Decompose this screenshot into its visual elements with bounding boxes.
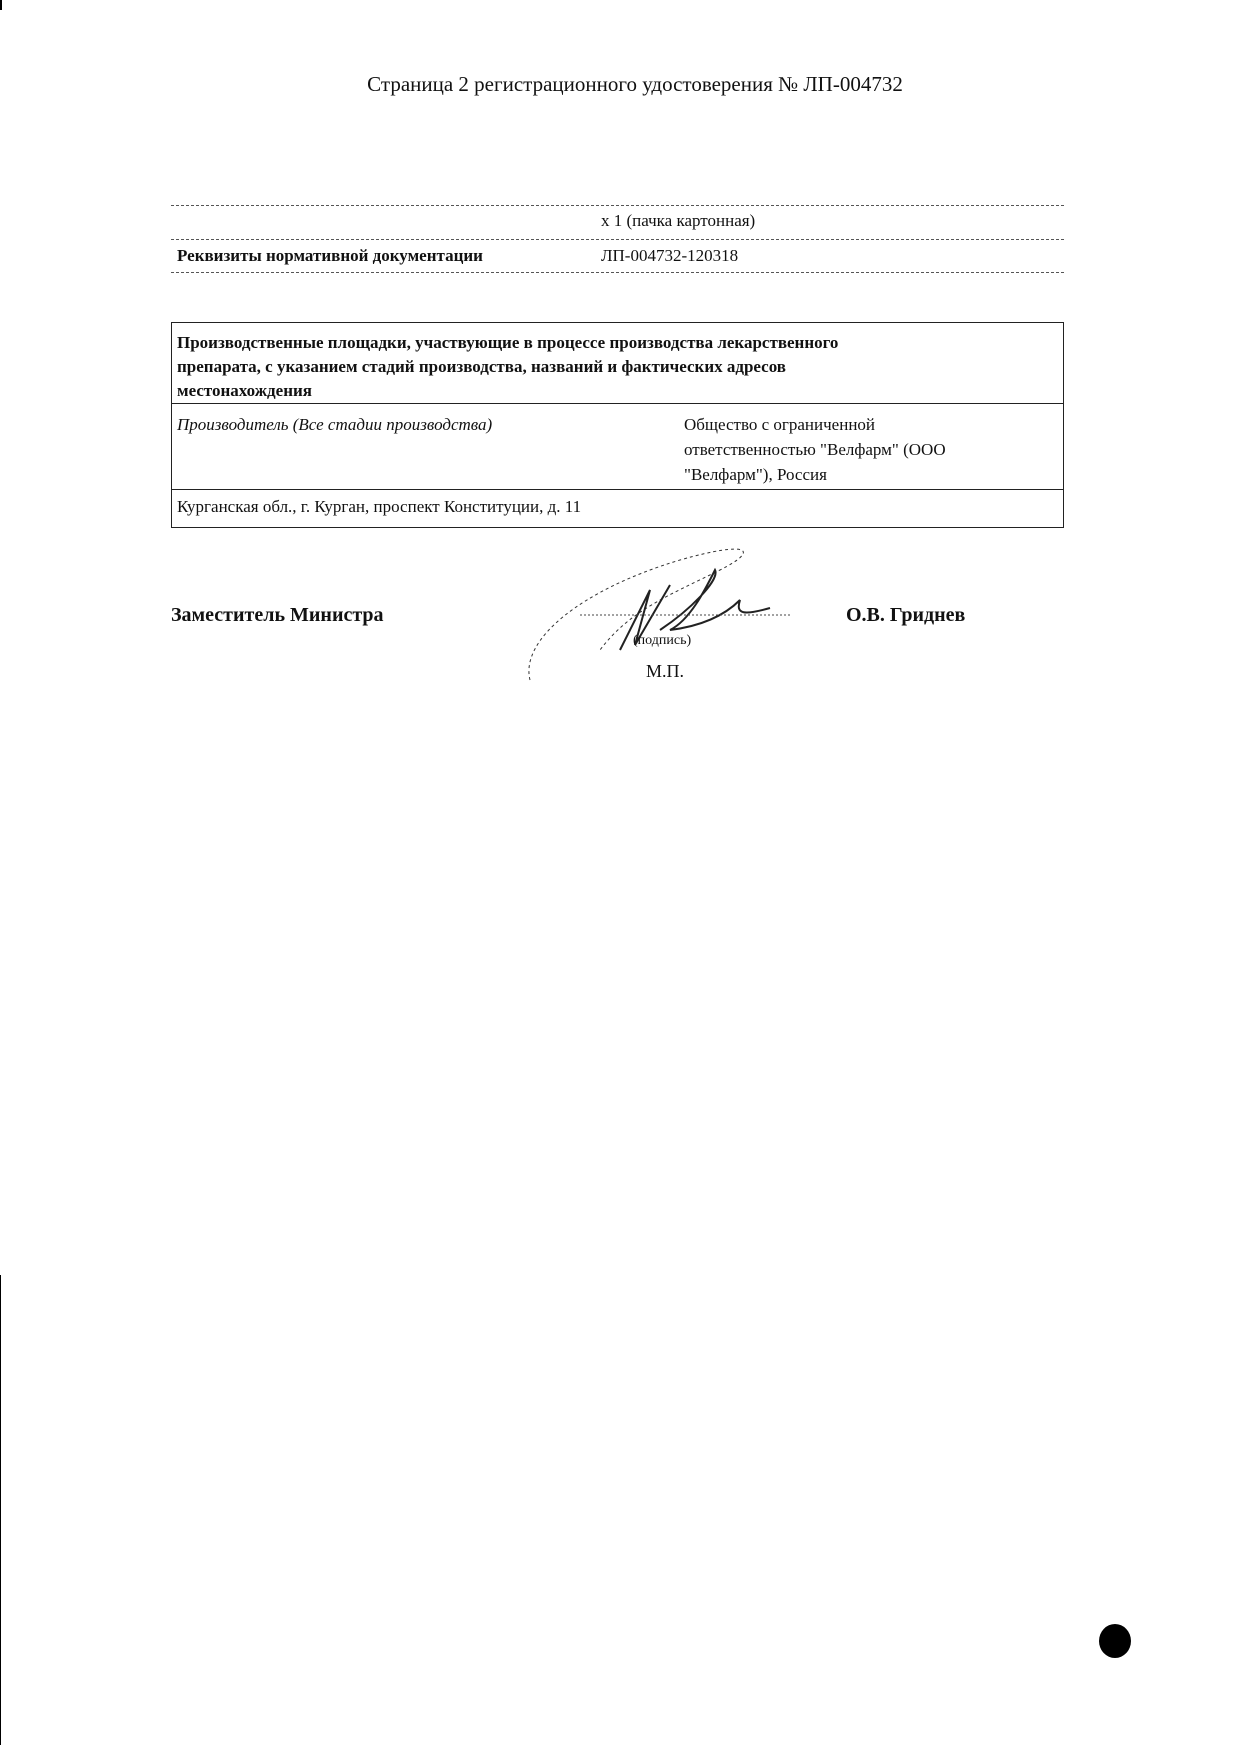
production-sites-heading-line: Производственные площадки, участвующие в процессе производства лекарственного	[177, 333, 839, 352]
row-separator	[172, 403, 1063, 404]
normative-docs-value: ЛП-004732-120318	[601, 246, 739, 265]
site-address: Курганская обл., г. Курган, проспект Конституции, д. 11	[177, 497, 582, 516]
signature-caption: (подпись)	[633, 633, 692, 648]
production-sites-table	[171, 322, 1064, 528]
production-sites-heading-line: препарата, с указанием стадий производства, названий и фактических адресов	[177, 357, 786, 376]
company-line: Общество с ограниченной	[684, 415, 876, 434]
signatory-name: О.В. Гриднев	[846, 604, 966, 626]
signatory-position: Заместитель Министра	[171, 604, 384, 626]
normative-docs-label: Реквизиты нормативной документации	[177, 246, 483, 265]
company-line: "Велфарм"), Россия	[684, 465, 827, 484]
divider	[171, 272, 1064, 273]
packaging-value: х 1 (пачка картонная)	[601, 211, 756, 230]
company-line: ответственностью "Велфарм" (ООО	[684, 440, 946, 459]
scan-edge-mark	[0, 1275, 1, 1745]
stamp-label: М.П.	[646, 661, 685, 681]
divider	[171, 205, 1064, 206]
page-header: Страница 2 регистрационного удостоверения № ЛП-004732	[367, 72, 903, 96]
scan-mark-dot	[1099, 1624, 1131, 1658]
manufacturer-role: Производитель (Все стадии производства)	[177, 415, 493, 434]
production-sites-heading-line: местонахождения	[177, 381, 312, 400]
row-separator	[172, 489, 1063, 490]
divider	[171, 239, 1064, 240]
scan-edge-mark	[0, 0, 2, 10]
